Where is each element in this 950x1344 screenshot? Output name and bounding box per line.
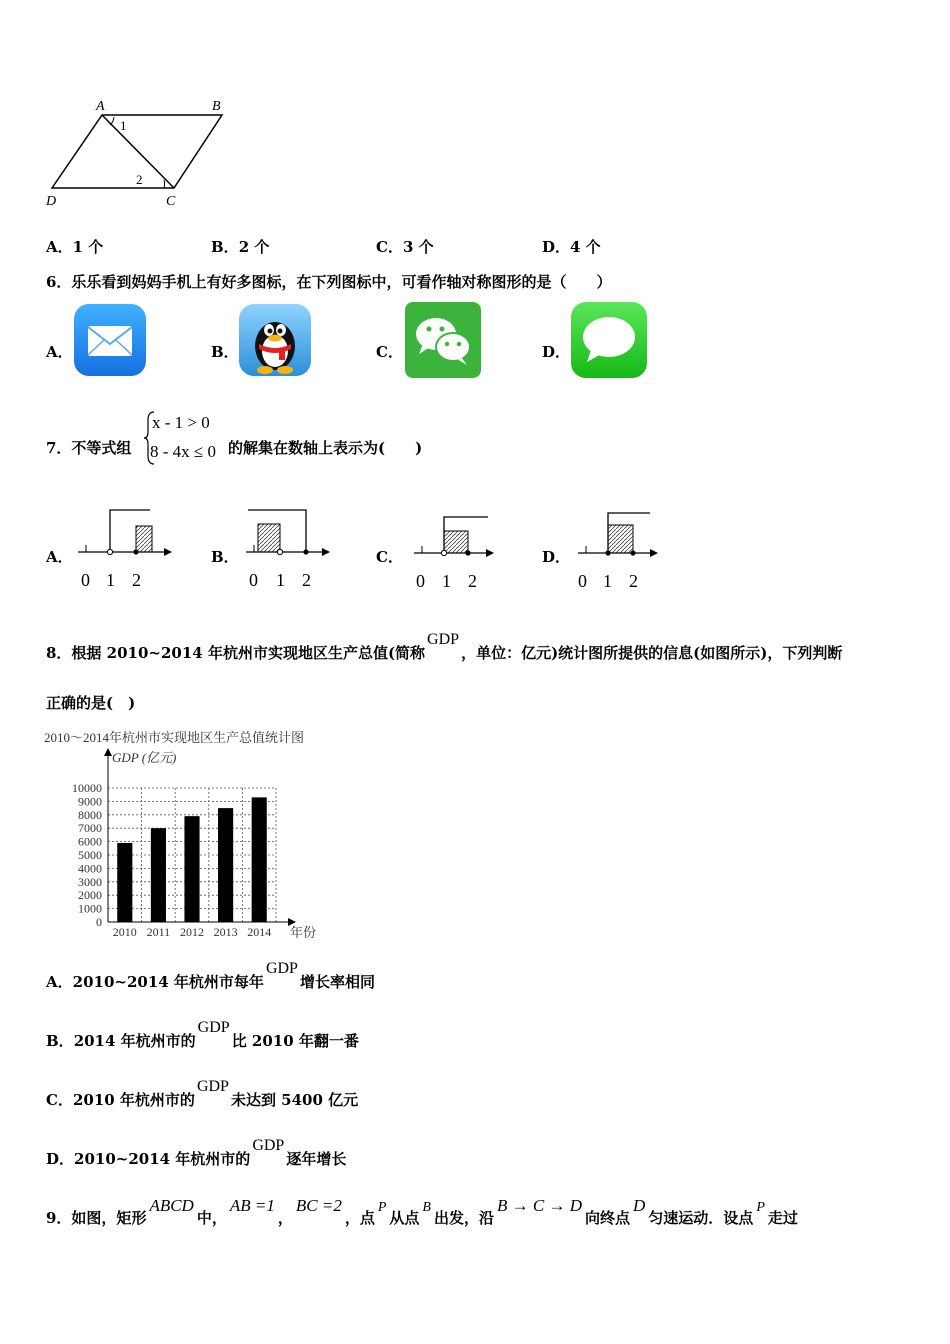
q6-option-c-key[interactable]: C． bbox=[376, 343, 403, 361]
q5-option-d[interactable] bbox=[542, 236, 601, 257]
q9-text: 向终点 bbox=[585, 1209, 631, 1227]
angle-1-label: 1 bbox=[120, 118, 127, 133]
qq-penguin-icon[interactable] bbox=[239, 304, 311, 376]
chart-xlabel: 年份 bbox=[290, 925, 317, 940]
option-text: 4 个 bbox=[570, 238, 601, 256]
bar-2012 bbox=[184, 816, 199, 922]
q9-text: ， bbox=[277, 1209, 293, 1227]
tick-1: 1 bbox=[442, 571, 451, 591]
option-key: C． bbox=[46, 1091, 73, 1109]
option-text-end: 比 2010 年翻一番 bbox=[231, 1032, 359, 1050]
y-tick-label: 3000 bbox=[78, 874, 102, 889]
q9-text: 9．如图，矩形 bbox=[46, 1209, 147, 1227]
q7-inequality-1: x - 1 > 0 bbox=[152, 413, 210, 432]
path-bcd: B → C → D bbox=[497, 1196, 582, 1215]
option-text: 3 个 bbox=[402, 238, 434, 256]
option-key: A． bbox=[46, 973, 73, 991]
rect-abcd: ABCD bbox=[149, 1196, 194, 1215]
x-tick-label: 2010 bbox=[112, 925, 137, 939]
bar-2010 bbox=[117, 843, 132, 922]
tick-2: 2 bbox=[468, 571, 477, 591]
vertex-a-label: A bbox=[96, 99, 105, 114]
tick-2: 2 bbox=[302, 570, 311, 590]
q8-stem-text-2: ，单位：亿元)统计图所提供的信息(如图所示)，下列判断 bbox=[461, 644, 843, 662]
bar-2011 bbox=[151, 828, 166, 922]
x-tick-label: 2011 bbox=[146, 925, 171, 939]
q6-stem: 6．乐乐看到妈妈手机上有好多图标，在下列图标中，可看作轴对称图形的是（ ） bbox=[46, 273, 612, 291]
tick-0: 0 bbox=[81, 570, 90, 590]
y-tick-label: 7000 bbox=[78, 821, 102, 836]
tick-1: 1 bbox=[603, 571, 612, 591]
q5-option-a[interactable] bbox=[46, 236, 103, 257]
q9-text: 从点 bbox=[389, 1209, 420, 1227]
ab-length: AB =1 bbox=[229, 1196, 275, 1215]
option-key: D． bbox=[542, 238, 571, 256]
q9-text: 中， bbox=[196, 1209, 227, 1227]
point-p: P bbox=[377, 1200, 387, 1215]
q8-option-b[interactable] bbox=[46, 1019, 359, 1051]
gdp-term: GDP bbox=[197, 1019, 230, 1036]
gdp-term: GDP bbox=[265, 960, 298, 977]
q8-stem-text-1: 8．根据 2010~2014 年杭州市实现地区生产总值(简称 bbox=[46, 644, 426, 662]
bar-2013 bbox=[218, 808, 233, 922]
x-tick-label: 2013 bbox=[213, 925, 238, 939]
q6-option-d-key[interactable]: D． bbox=[542, 343, 571, 361]
tick-0: 0 bbox=[416, 571, 425, 591]
chart-bars bbox=[117, 797, 267, 922]
chart-title: 2010～2014年杭州市实现地区生产总值统计图 bbox=[44, 730, 305, 745]
q7-prefix: 7．不等式组 bbox=[46, 439, 132, 457]
q9-text: 走过 bbox=[767, 1209, 798, 1227]
q7-option-a-key[interactable]: A． bbox=[46, 548, 73, 566]
bc-length: BC =2 bbox=[295, 1196, 342, 1215]
q5-parallelogram-figure bbox=[40, 95, 240, 213]
option-text: 1 个 bbox=[72, 238, 104, 256]
q5-option-c[interactable] bbox=[376, 236, 434, 257]
q7-option-d-key[interactable]: D． bbox=[542, 548, 571, 566]
message-bubble-icon[interactable] bbox=[571, 302, 647, 378]
angle-1-arc bbox=[110, 117, 114, 125]
option-key: D． bbox=[46, 1150, 75, 1168]
q8-stem-line-1 bbox=[46, 631, 843, 663]
q9-text: ，点 bbox=[344, 1209, 375, 1227]
option-key: B． bbox=[46, 1032, 74, 1050]
chart-y-ticks bbox=[72, 781, 102, 929]
point-p: P bbox=[756, 1200, 765, 1215]
option-text: 2014 年杭州市的 bbox=[73, 1032, 196, 1050]
vertex-d-label: D bbox=[46, 194, 57, 209]
angle-2-arc bbox=[164, 180, 165, 188]
chart-ylabel: GDP (亿元) bbox=[112, 750, 177, 765]
q7-suffix: 的解集在数轴上表示为( ) bbox=[228, 439, 423, 457]
y-tick-label: 10000 bbox=[72, 781, 102, 795]
option-text: 2010~2014 年杭州市的 bbox=[74, 1150, 251, 1168]
q7-option-b-numberline[interactable] bbox=[240, 500, 350, 592]
tick-0: 0 bbox=[578, 571, 587, 591]
q6-option-b-key[interactable]: B． bbox=[211, 343, 239, 361]
y-tick-label: 5000 bbox=[78, 848, 102, 862]
q9-text: 出发，沿 bbox=[433, 1209, 494, 1227]
tick-2: 2 bbox=[629, 571, 638, 591]
x-tick-label: 2014 bbox=[247, 925, 272, 939]
x-tick-label: 2012 bbox=[180, 925, 204, 939]
q8-option-d[interactable] bbox=[46, 1137, 347, 1169]
q9-text: 匀速运动．设点 bbox=[648, 1209, 754, 1227]
y-tick-label: 6000 bbox=[78, 834, 102, 849]
wechat-icon[interactable] bbox=[405, 302, 481, 378]
q7-option-c-numberline[interactable] bbox=[408, 505, 508, 593]
point-d: D bbox=[633, 1196, 646, 1215]
gdp-term: GDP bbox=[252, 1137, 285, 1154]
gdp-term: GDP bbox=[196, 1078, 229, 1095]
mail-icon[interactable] bbox=[74, 304, 146, 376]
y-tick-label: 4000 bbox=[78, 861, 102, 876]
q7-option-b-key[interactable]: B． bbox=[211, 548, 239, 566]
q6-option-a-key[interactable]: A． bbox=[46, 343, 73, 361]
q8-stem-line-2: 正确的是( ) bbox=[46, 694, 136, 712]
tick-0: 0 bbox=[249, 570, 258, 590]
q8-option-a[interactable] bbox=[46, 960, 375, 992]
y-tick-label: 8000 bbox=[78, 807, 102, 822]
option-text: 2 个 bbox=[238, 238, 270, 256]
q5-option-b[interactable] bbox=[211, 236, 269, 257]
option-text: 2010~2014 年杭州市每年 bbox=[72, 973, 264, 991]
vertex-b-label: B bbox=[212, 99, 221, 114]
q7-option-a-numberline[interactable] bbox=[72, 500, 182, 592]
q7-option-c-key[interactable]: C． bbox=[376, 548, 403, 566]
q9-stem bbox=[46, 1196, 798, 1228]
q7-inequality-2: 8 - 4x ≤ 0 bbox=[150, 442, 216, 461]
y-tick-label: 1000 bbox=[78, 901, 102, 916]
y-tick-label: 2000 bbox=[78, 888, 102, 903]
angle-2-label: 2 bbox=[136, 172, 143, 187]
bar-2014 bbox=[252, 797, 267, 922]
option-key: A． bbox=[46, 238, 73, 256]
tick-1: 1 bbox=[276, 570, 285, 590]
q7-option-d-numberline[interactable] bbox=[572, 505, 672, 593]
option-text-end: 增长率相同 bbox=[299, 973, 375, 991]
y-tick-label: 0 bbox=[96, 915, 102, 929]
tick-1: 1 bbox=[106, 570, 115, 590]
y-tick-label: 9000 bbox=[78, 794, 102, 809]
option-key: B． bbox=[211, 238, 239, 256]
chart-x-ticks bbox=[113, 925, 271, 939]
option-key: C． bbox=[376, 238, 403, 256]
option-text: 2010 年杭州市的 bbox=[72, 1091, 195, 1109]
gdp-bar-chart bbox=[40, 724, 340, 946]
option-text-end: 未达到 5400 亿元 bbox=[230, 1091, 359, 1109]
y-axis-arrow bbox=[104, 748, 112, 756]
point-b: B bbox=[422, 1200, 431, 1215]
tick-2: 2 bbox=[132, 570, 141, 590]
q8-option-c[interactable] bbox=[46, 1078, 359, 1110]
vertex-c-label: C bbox=[166, 194, 176, 209]
q8-gdp-term: GDP bbox=[427, 631, 460, 648]
option-text-end: 逐年增长 bbox=[286, 1150, 347, 1168]
